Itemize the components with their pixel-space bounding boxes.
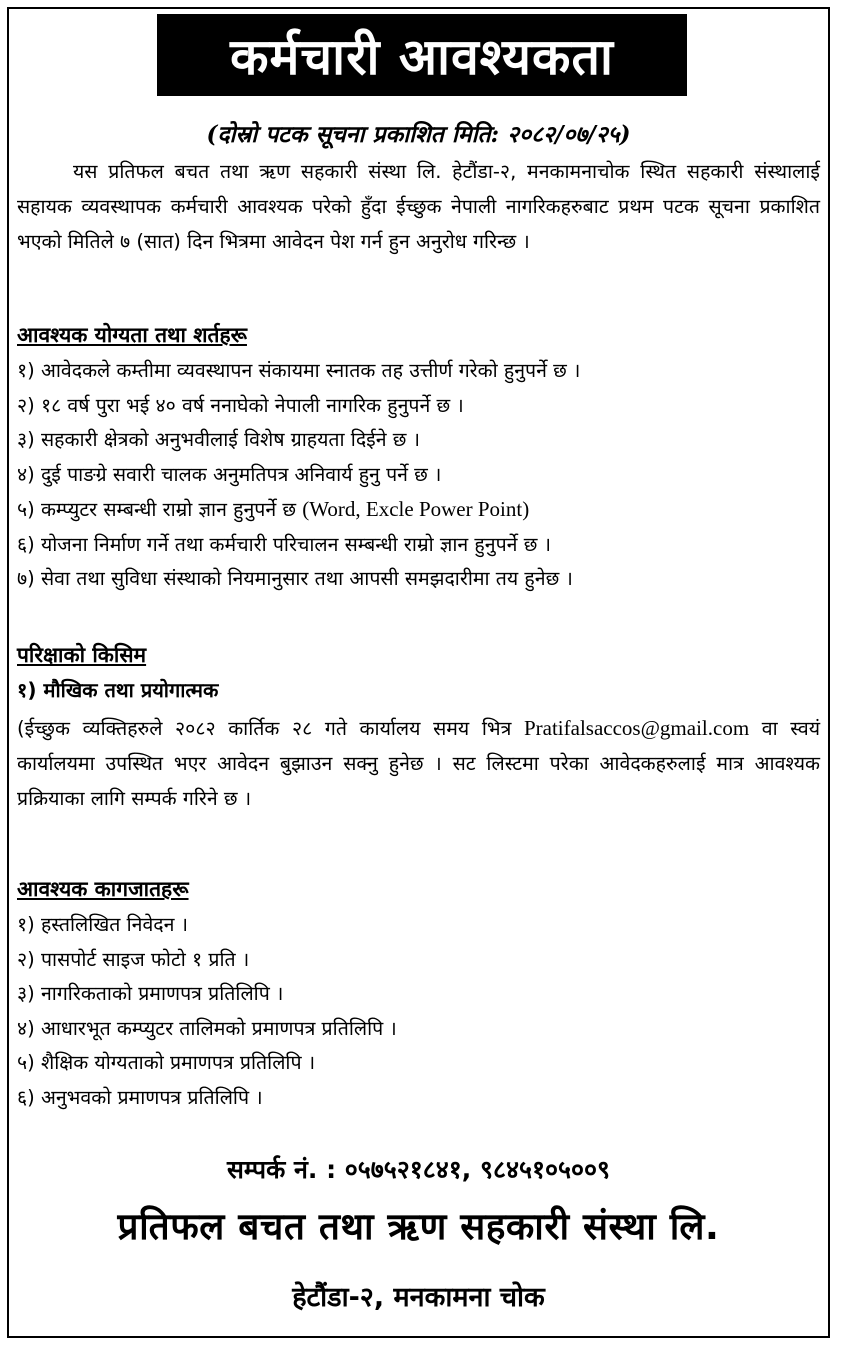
qualification-item-text: ५) कम्प्युटर सम्बन्धी राम्रो ज्ञान हुनुपर्ने छ: [17, 498, 297, 521]
exam-note: [17, 711, 820, 816]
exam-note-text: (ईच्छुक व्यक्तिहरुले २०८२ कार्तिक २८ गते कार्यालय समय भित्र: [17, 717, 512, 740]
qualification-item: ६) योजना निर्माण गर्ने तथा कर्मचारी परिचालन सम्बन्धी राम्रो ज्ञान हुनुपर्ने छ ।: [17, 532, 551, 556]
notice-title: कर्मचारी आवश्यकता: [157, 14, 687, 96]
contact-email[interactable]: Pratifalsaccos@gmail.com: [523, 716, 750, 740]
publication-date-line: (दोस्रो पटक सूचना प्रकाशित मिति: २०८२/०७/२५): [206, 121, 631, 148]
exam-heading: परिक्षाको किसिम: [17, 643, 147, 667]
notice-frame: [7, 7, 830, 1338]
contact-numbers: सम्पर्क नं. : ०५७५२१८४१, ९८४५१०५००९: [227, 1155, 610, 1184]
organization-name: प्रतिफल बचत तथा ऋण सहकारी संस्था लि.: [117, 1205, 720, 1248]
document-item: ४) आधारभूत कम्प्युटर तालिमको प्रमाणपत्र प्रतिलिपि ।: [17, 1016, 397, 1040]
qualification-item: ३) सहकारी क्षेत्रको अनुभवीलाई विशेष ग्राहयता दिईने छ ।: [17, 428, 421, 451]
qualification-item: २) १८ वर्ष पुरा भई ४० वर्ष ननाघेको नेपाली नागरिक हुनुपर्ने छ ।: [17, 393, 464, 417]
document-item: ५) शैक्षिक योग्यताको प्रमाणपत्र प्रतिलिपि ।: [17, 1051, 316, 1074]
qualifications-list: [17, 354, 822, 597]
document-item: ३) नागरिकताको प्रमाणपत्र प्रतिलिपि ।: [17, 982, 284, 1005]
document-item: २) पासपोर्ट साइज फोटो १ प्रति ।: [17, 947, 250, 971]
qualifications-heading: आवश्यक योग्यता तथा शर्तहरू: [17, 323, 247, 347]
qualification-item: ४) दुई पाङग्रे सवारी चालक अनुमतिपत्र अनिवार्य हुनु पर्ने छ ।: [17, 462, 442, 486]
qualification-item: [17, 492, 822, 528]
exam-type: १) मौखिक तथा प्रयोगात्मक: [17, 678, 219, 702]
exam-note-rest: वा स्वयं कार्यालयमा उपस्थित भएर आवेदन बुझाउन सक्नु हुनेछ । सट लिस्टमा परेका आवेदकहरुलाई मात्र आवश्यक प्रक्रियाका लागि सम्पर्क गरिने छ ।: [17, 717, 820, 810]
documents-list: [17, 908, 822, 1115]
documents-heading: आवश्यक कागजातहरू: [17, 877, 189, 901]
intro-paragraph: यस प्रतिफल बचत तथा ऋण सहकारी संस्था लि. हेटौंडा-२, मनकामनाचोक स्थित सहकारी संस्थालाई सहायक व्यवस्थापक कर्मचारी आवश्यक परेको हुँदा ईच्छुक नेपाली नागरिकहरुबाट प्रथम पटक सूचना प्रकाशित भएको मितिले ७ (सात) दिन भित्रमा आवेदन पेश गर्न हुन अनुरोध गरिन्छ ।: [17, 160, 820, 253]
document-item: १) हस्तलिखित निवेदन ।: [17, 913, 189, 936]
qualification-item: १) आवेदकले कम्तीमा व्यवस्थापन संकायमा स्नातक तह उत्तीर्ण गरेको हुनुपर्ने छ ।: [17, 359, 581, 382]
organization-address: हेटौंडा-२, मनकामना चोक: [292, 1282, 545, 1313]
software-list: (Word, Excle Power Point): [302, 497, 530, 521]
qualification-item: ७) सेवा तथा सुविधा संस्थाको नियमानुसार तथा आपसी समझदारीमा तय हुनेछ ।: [17, 567, 573, 590]
document-item: ६) अनुभवको प्रमाणपत्र प्रतिलिपि ।: [17, 1085, 263, 1109]
